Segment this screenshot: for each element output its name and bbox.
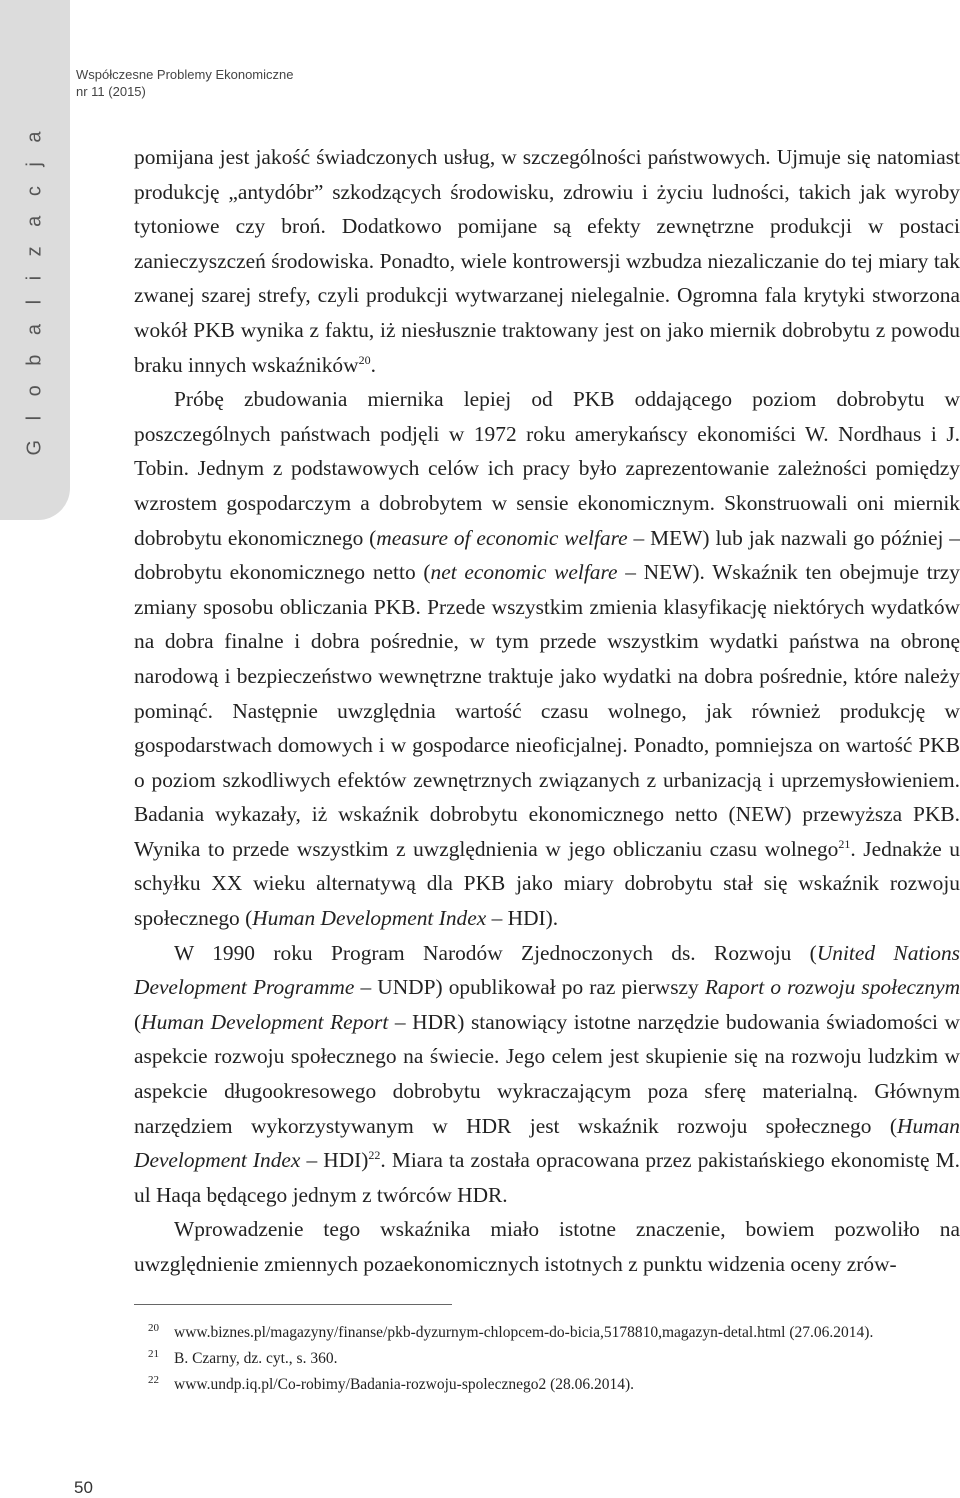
- journal-issue: nr 11 (2015): [76, 84, 146, 99]
- footnote-ref-21[interactable]: 21: [838, 836, 851, 851]
- footnotes: [134, 1320, 960, 1398]
- footnote-21: 21 B. Czarny, dz. cyt., s. 360.: [148, 1348, 338, 1367]
- footnote-20: 20 www.biznes.pl/magazyny/finanse/pkb-dyzurnym-chlopcem-do-bicia,5178810,magazyn-detal.html (27.06.2014).: [148, 1322, 874, 1341]
- paragraph-4: Wprowadzenie tego wskaźnika miało istotne znaczenie, bowiem pozwoliło na uwzględnienie zmiennych pozaekonomicznych istotnych z punktu widzenia oceny zrów-: [134, 1217, 960, 1276]
- page-number: 50: [74, 1478, 93, 1497]
- footnote-20-link[interactable]: www.biznes.pl/magazyny/finanse/pkb-dyzurnym-chlopcem-do-bicia,5178810,magazyn-detal.html (27.06.2014).: [174, 1324, 874, 1341]
- footnote-ref-22[interactable]: 22: [368, 1148, 381, 1163]
- footnote-22: 22 www.undp.iq.pl/Co-robimy/Badania-rozwoju-spolecznego2 (28.06.2014).: [148, 1374, 635, 1393]
- footnote-22-link[interactable]: www.undp.iq.pl/Co-robimy/Badania-rozwoju-spolecznego2 (28.06.2014).: [174, 1376, 635, 1393]
- section-label: G l o b a l i z a c j a: [23, 124, 46, 456]
- footnote-ref-20[interactable]: 20: [358, 352, 371, 367]
- section-tab: [0, 0, 70, 520]
- main-text: [134, 140, 960, 1282]
- journal-title: Współczesne Problemy Ekonomiczne: [76, 67, 294, 82]
- paragraph-1: pomijana jest jakość świadczonych usług, w szczególności państwowych. Ujmuje się natomiast produkcję „antydóbr” szkodzących środowisku, zdrowiu i życiu ludności, takich jak wyroby tytoniowe czy broń. Dodatkowo pomijane są efekty zewnętrzne produkcji w postaci zanieczyszczeń środowiska. Ponadto, wiele kontrowersji wzbudza niezaliczanie do tej miary tak zwanej szarej strefy, czyli produkcji wytwarzanej nielegalnie. Ogromna fala krytyki stworzona wokół PKB wynika z faktu, iż niesłusznie traktowany jest on jako miernik dobrobytu z powodu braku innych wskaźników$^{20}$.: [134, 145, 960, 377]
- footnote-separator: [134, 1304, 452, 1305]
- running-header: [76, 66, 293, 100]
- paragraph-3: W 1990 roku Program Narodów Zjednoczonych ds. Rozwoju (United Nations Development Programme – UNDP) opublikował po raz pierwszy Raport o rozwoju społecznym (Human Development Report – HDR) stanowiący istotne narzędzie budowania świadomości w aspekcie rozwoju społecznego na świecie. Jego celem jest skupienie się na rozwoju ludzkim w aspekcie długookresowego dobrobytu wykraczającym poza sferę materialną. Głównym narzędziem wykorzystywanym w HDR jest wskaźnik rozwoju społecznego (Human Development Index – HDI)$^{22}$. Miara ta została opracowana przez pakistańskiego ekonomistę M. ul Haqa będącego jednym z twórców HDR.: [134, 940, 960, 1207]
- paragraph-2: Próbę zbudowania miernika lepiej od PKB oddającego poziom dobrobytu w poszczególnych państwach podjęli w 1972 roku amerykańscy ekonomiści W. Nordhaus i J. Tobin. Jednym z podstawowych celów ich pracy było zaprezentowanie zależności pomiędzy wzrostem gospodarczym a dobrobytem w sensie ekonomicznym. Skonstruowali oni miernik dobrobytu ekonomicznego (measure of economic welfare – MEW) lub jak nazwali go później – dobrobytu ekonomicznego netto (net economic welfare – NEW). Wskaźnik ten obejmuje trzy zmiany sposobu obliczania PKB. Przede wszystkim zmienia klasyfikację niektórych wydatków na dobra finalne i dobra pośrednie, w tym przede wszystkim wydatki państwa na obronę narodową i bezpieczeństwo wewnętrzne traktuje jako wydatki na dobra pośrednie, które należy pominąć. Następnie uwzględnia wartość czasu wolnego, jak również produkcję w gospodarstwach domowych i w gospodarce nieoficjalnej. Ponadto, pomniejsza on wartość PKB o poziom szkodliwych efektów zewnętrznych związanych z urbanizacją i uprzemysłowieniem. Badania wykazały, iż wskaźnik dobrobytu ekonomicznego netto (NEW) przewyższa PKB. Wynika to przede wszystkim z uwzględnienia w jego obliczaniu czasu wolnego$^{21}$. Jednakże u schyłku XX wieku alternatywą dla PKB jako miary dobrobytu stał się wskaźnik rozwoju społecznego (Human Development Index – HDI).: [134, 387, 960, 931]
